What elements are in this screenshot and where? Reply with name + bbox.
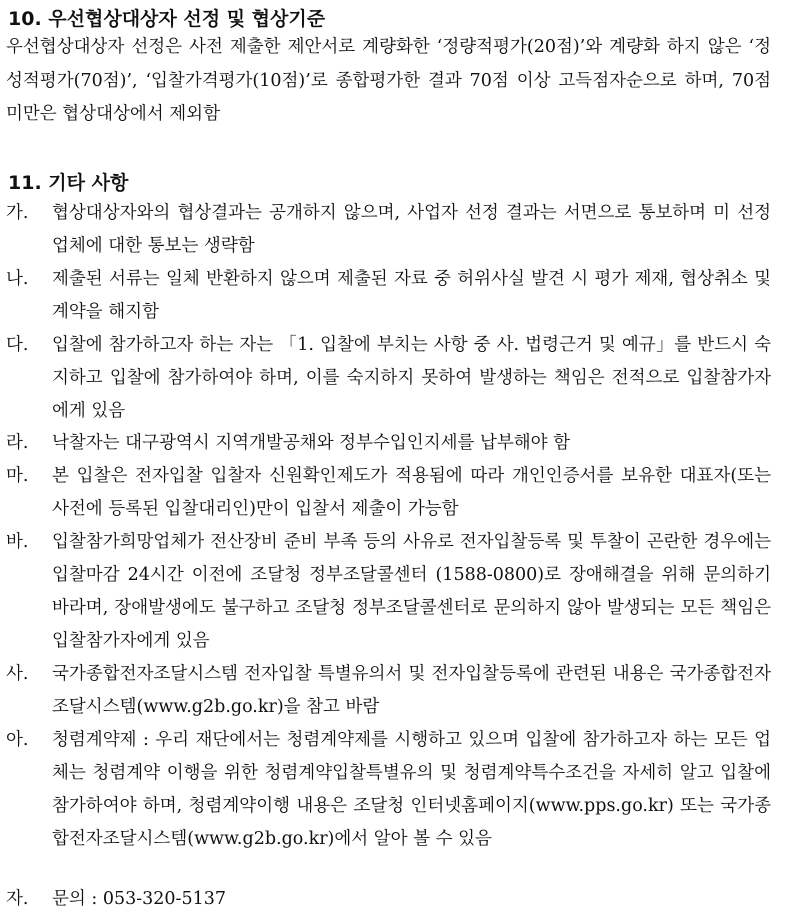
- list-item: [6, 427, 771, 460]
- list-item: [6, 263, 771, 329]
- list-item-marker: 사.: [6, 664, 29, 684]
- list-item-marker: 가.: [6, 203, 29, 223]
- list-item-marker: 라.: [6, 433, 29, 453]
- list-item: [6, 197, 771, 263]
- list-item: [6, 724, 771, 856]
- list-item-marker: 자.: [6, 889, 29, 909]
- list-item-text: 국가종합전자조달시스템 전자입찰 특별유의서 및 전자입찰등록에 관련된 내용은 국가종합전자조달시스템(www.g2b.go.kr)을 참고 바람: [52, 664, 771, 717]
- list-item: [6, 460, 771, 526]
- list-item-text: 문의 : 053-320-5137: [52, 889, 226, 909]
- list-item-marker: 마.: [6, 466, 29, 486]
- list-item: [6, 883, 771, 916]
- list-item-text: 입찰참가희망업체가 전산장비 준비 부족 등의 사유로 전자입찰등록 및 투찰이 곤란한 경우에는 입찰마감 24시간 이전에 조달청 정부조달콜센터 (1588-0800)로 장애해결을 위해 문의하기 바라며, 장애발생에도 불구하고 조달청 정부조달콜센터로 문의하지 않아 발생되는 모든 책임은 입찰참가자에게 있음: [52, 532, 771, 651]
- list-item: [6, 329, 771, 428]
- list-item-marker: 다.: [6, 335, 29, 355]
- list-item-text: 낙찰자는 대구광역시 지역개발공채와 정부수입인지세를 납부해야 함: [52, 433, 571, 453]
- section-10-body: 우선협상대상자 선정은 사전 제출한 제안서로 계량화한 ‘정량적평가(20점)’와 계량화 하지 않은 ‘정성적평가(70점)’, ‘입찰가격평가(10점)’로 종합평가한 결과 70점 이상 고득점자순으로 하며, 70점 미만은 협상대상에서 제외함: [6, 37, 771, 124]
- list-item-marker: 나.: [6, 269, 29, 289]
- list-item-text: 청렴계약제 : 우리 재단에서는 청렴계약제를 시행하고 있으며 입찰에 참가하고자 하는 모든 업체는 청렴계약 이행을 위한 청렴계약입찰특별유의 및 청렴계약특수조건을 자세히 알고 입찰에 참가하여야 하며, 청렴계약이행 내용은 조달청 인터넷홈페이지(www.pps.go.kr) 또는 국가종합전자조달시스템(www.g2b.go.kr)에서 알아 볼 수 있음: [52, 730, 771, 849]
- list-item-text: 입찰에 참가하고자 하는 자는 「1. 입찰에 부치는 사항 중 사. 법령근거 및 예규」를 반드시 숙지하고 입찰에 참가하여야 하며, 이를 숙지하지 못하여 발생하는 책임은 전적으로 입찰참가자에게 있음: [52, 335, 771, 421]
- list-item-marker: 아.: [6, 730, 29, 750]
- list-item: [6, 658, 771, 724]
- section-10-heading: 10. 우선협상대상자 선정 및 협상기준: [8, 8, 326, 30]
- list-item-marker: 바.: [6, 532, 29, 552]
- list-item-text: 제출된 서류는 일체 반환하지 않으며 제출된 자료 중 허위사실 발견 시 평가 제재, 협상취소 및 계약을 해지함: [52, 269, 771, 322]
- list-item-text: 본 입찰은 전자입찰 입찰자 신원확인제도가 적용됨에 따라 개인인증서를 보유한 대표자(또는 사전에 등록된 입찰대리인)만이 입찰서 제출이 가능함: [52, 466, 771, 519]
- section-11-heading: 11. 기타 사항: [8, 172, 129, 194]
- list-item: [6, 526, 771, 658]
- list-item-text: 협상대상자와의 협상결과는 공개하지 않으며, 사업자 선정 결과는 서면으로 통보하며 미 선정업체에 대한 통보는 생략함: [52, 203, 771, 256]
